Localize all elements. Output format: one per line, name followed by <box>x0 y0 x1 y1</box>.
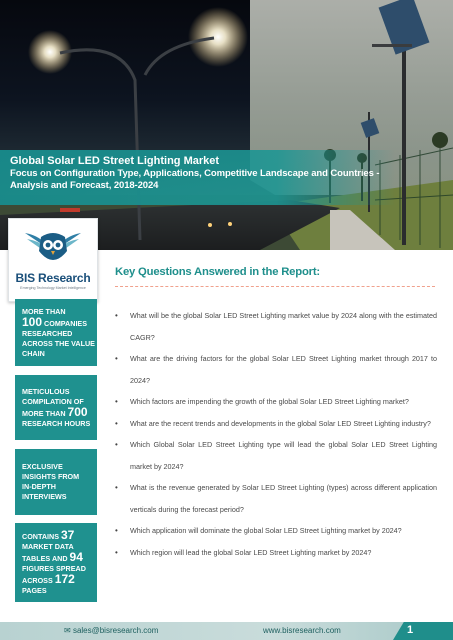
stat-text: INTERVIEWS <box>22 492 67 501</box>
page-number: 1 <box>407 624 414 636</box>
heading-divider <box>115 286 435 287</box>
page-number-tab <box>393 622 453 640</box>
stat-text <box>22 571 97 586</box>
stat-text <box>22 527 97 542</box>
stat-number: 94 <box>69 549 83 564</box>
stat-text: CHAIN <box>22 348 45 358</box>
stat-text: COMPANIES <box>44 318 88 328</box>
mail-icon: ✉ <box>64 626 71 635</box>
stat-number: 37 <box>61 527 75 542</box>
report-subtitle-line2: Analysis and Forecast, 2018-2024 <box>10 180 159 191</box>
stat-text: ACROSS THE VALUE <box>22 338 95 348</box>
question-item: • Which region will lead the global Solar LED Street Lighting market by 2024? <box>115 542 437 564</box>
footer-email-text: sales@bisresearch.com <box>72 626 159 635</box>
stat-number: 700 <box>67 404 88 419</box>
stat-box-interviews <box>15 449 97 515</box>
logo-name: BIS Research <box>15 271 91 285</box>
hero-image <box>0 0 453 250</box>
report-title: Global Solar LED Street Lighting Market <box>10 155 220 167</box>
bis-research-logo <box>8 218 98 302</box>
question-item: • Which application will dominate the global Solar LED Street Lighting market by 2024? <box>115 520 437 542</box>
stat-text: ACROSS <box>22 575 53 585</box>
footer-website-link[interactable]: www.bisresearch.com <box>263 626 341 635</box>
stat-text <box>22 404 97 419</box>
stat-box-companies <box>15 299 97 366</box>
stat-text: EXCLUSIVE <box>22 462 63 471</box>
footer-email-link[interactable] <box>64 626 158 635</box>
stat-text: RESEARCH HOURS <box>22 418 91 428</box>
question-item: • What are the recent trends and developments in the global Solar LED Street Lighting industry? <box>115 413 437 435</box>
street-lights-photo <box>0 0 453 250</box>
logo-tagline: Emerging Technology Market Intelligence <box>20 286 86 290</box>
question-item: • What will be the global Solar LED Street Lighting market value by 2024 along with the estimated CAGR? <box>115 305 437 348</box>
stat-text: CONTAINS <box>22 531 59 541</box>
stat-box-tables-figures <box>15 523 97 602</box>
stat-text: COMPILATION OF <box>22 396 84 406</box>
stat-text <box>22 549 97 564</box>
question-item: • What is the revenue generated by Solar LED Street Lighting (types) across different application verticals during the forecast period? <box>115 477 437 520</box>
stat-text: PAGES <box>22 585 47 595</box>
title-banner <box>0 150 395 205</box>
stat-text: MORE THAN <box>22 306 66 316</box>
stat-text: METICULOUS <box>22 386 70 396</box>
stat-text: FIGURES SPREAD <box>22 563 86 573</box>
stat-box-research-hours <box>15 375 97 440</box>
stat-text: TABLES AND <box>22 553 68 563</box>
stat-text: INSIGHTS FROM <box>22 472 80 481</box>
question-item: • Which factors are impending the growth of the global Solar LED Street Lighting market? <box>115 391 437 413</box>
stat-number: 100 <box>22 314 43 329</box>
questions-list <box>115 305 437 563</box>
question-item: • What are the driving factors for the global Solar LED Street Lighting market through 2017 to 2024? <box>115 348 437 391</box>
stat-text <box>22 314 97 329</box>
stat-text: IN-DEPTH <box>22 482 56 491</box>
stat-number: 172 <box>54 571 75 586</box>
stat-text: RESEARCHED <box>22 328 73 338</box>
report-subtitle-line1: Focus on Configuration Type, Applications, Competitive Landscape and Countries - <box>10 168 380 179</box>
questions-heading: Key Questions Answered in the Report: <box>115 266 320 278</box>
stat-text: MORE THAN <box>22 408 66 418</box>
stat-text: MARKET DATA <box>22 541 74 551</box>
question-item: • Which Global Solar LED Street Lighting type will lead the global Solar LED Street Lighting market by 2024? <box>115 434 437 477</box>
footer-bar <box>0 622 453 640</box>
owl-logo-icon <box>23 225 83 269</box>
